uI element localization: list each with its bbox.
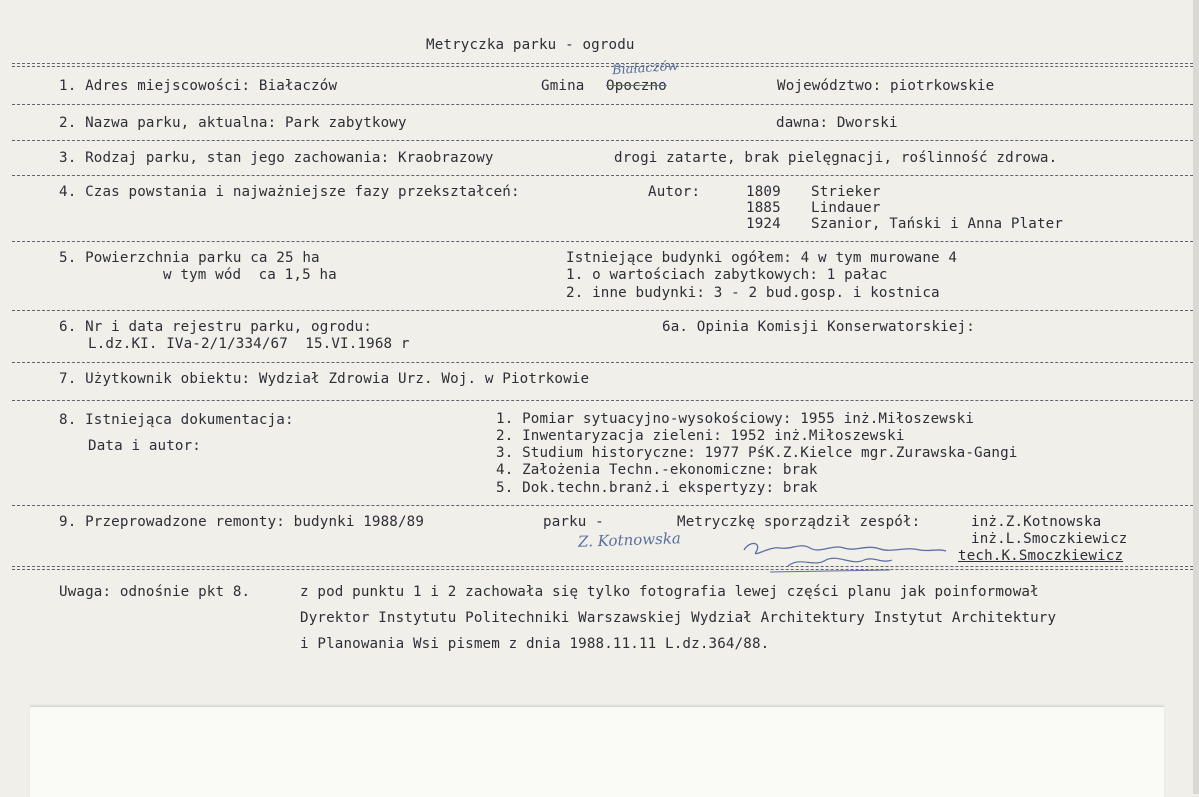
documentation-item: 5. Dok.techn.branż.i ekspertyzy: brak <box>496 480 818 496</box>
park-repairs-label: parku - <box>543 514 604 530</box>
creation-phases-label: 4. Czas powstania i najważniejsze fazy przekształceń: <box>59 184 520 200</box>
section-divider <box>12 400 1193 401</box>
documentation-item: 2. Inwentaryzacja zieleni: 1952 inż.Miłoszewski <box>496 428 905 444</box>
section-divider <box>12 140 1193 141</box>
gmina-value: Opoczno <box>606 78 667 94</box>
voivodeship-field: Województwo: piotrkowskie <box>777 78 995 94</box>
double-rule <box>12 63 1193 67</box>
phase-year: 1809 <box>746 184 781 200</box>
buildings-total-field: Istniejące budynki ogółem: 4 w tym murowane 4 <box>566 250 958 266</box>
park-name-field: 2. Nazwa parku, aktualna: Park zabytkowy <box>59 115 407 131</box>
gmina-label: Gmina <box>541 78 585 94</box>
gmina-handwritten-correction: Białaczów <box>611 58 679 79</box>
prepared-by-label: Metryczkę sporządził zespół: <box>677 514 921 530</box>
section-divider <box>12 241 1193 242</box>
register-number: L.dz.KI. IVa-2/1/334/67 15.VI.1968 r <box>88 336 410 352</box>
section-divider <box>12 104 1193 105</box>
conservation-opinion-label: 6a. Opinia Komisji Konserwatorskiej: <box>662 319 975 335</box>
park-type-field: 3. Rodzaj parku, stan jego zachowania: Kraobrazowy <box>59 150 494 166</box>
team-member: inż.L.Smoczkiewicz <box>971 531 1128 547</box>
park-state-field: drogi zatarte, brak pielęgnacji, roślinność zdrowa. <box>614 150 1058 166</box>
historic-buildings-field: 1. o wartościach zabytkowych: 1 pałac <box>566 267 888 283</box>
phase-year: 1924 <box>746 216 781 232</box>
repairs-field: 9. Przeprowadzone remonty: budynki 1988/89 <box>59 514 425 530</box>
note-line: Dyrektor Instytutu Politechniki Warszawskiej Wydział Architektury Instytut Architektury <box>300 610 1057 626</box>
double-rule <box>12 566 1193 570</box>
author-label: Autor: <box>648 184 701 200</box>
phase-author: Lindauer <box>811 200 881 216</box>
section-divider <box>12 175 1193 176</box>
note-line: i Planowania Wsi pismem z dnia 1988.11.11 L.dz.364/88. <box>300 636 770 652</box>
note-line: z pod punktu 1 i 2 zachowała się tylko fotografia lewej części planu jak poinformował <box>300 584 1039 600</box>
paper-edge <box>1193 0 1199 794</box>
former-name-field: dawna: Dworski <box>776 115 898 131</box>
address-field: 1. Adres miejscowości: Białaczów <box>59 78 338 94</box>
phase-author: Strieker <box>811 184 881 200</box>
section-divider <box>12 505 1193 506</box>
documentation-label: 8. Istniejąca dokumentacja: <box>59 412 294 428</box>
documentation-item: 4. Założenia Techn.-ekonomiczne: brak <box>496 462 818 478</box>
register-label: 6. Nr i data rejestru parku, ogrodu: <box>59 319 372 335</box>
team-member: inż.Z.Kotnowska <box>971 514 1102 530</box>
date-author-label: Data i autor: <box>88 438 201 454</box>
phase-author: Szanior, Tański i Anna Plater <box>811 216 1064 232</box>
section-divider <box>12 310 1193 311</box>
documentation-item: 3. Studium historyczne: 1977 PśK.Z.Kielce mgr.Zurawska-Gangi <box>496 445 1018 461</box>
team-member: tech.K.Smoczkiewicz <box>958 548 1124 564</box>
other-buildings-field: 2. inne budynki: 3 - 2 bud.gosp. i kostnica <box>566 285 940 301</box>
handwritten-signature: Z. Kotnowska <box>577 529 682 551</box>
section-divider <box>12 362 1193 363</box>
underlying-sheet <box>30 706 1164 797</box>
note-label: Uwaga: odnośnie pkt 8. <box>59 584 251 600</box>
document-title: Metryczka parku - ogrodu <box>426 37 635 53</box>
water-area-field: w tym wód ca 1,5 ha <box>163 267 337 283</box>
phase-year: 1885 <box>746 200 781 216</box>
park-area-field: 5. Powierzchnia parku ca 25 ha <box>59 250 320 266</box>
documentation-item: 1. Pomiar sytuacyjno-wysokościowy: 1955 inż.Miłoszewski <box>496 411 975 427</box>
object-user-field: 7. Użytkownik obiektu: Wydział Zdrowia Urz. Woj. w Piotrkowie <box>59 371 590 387</box>
